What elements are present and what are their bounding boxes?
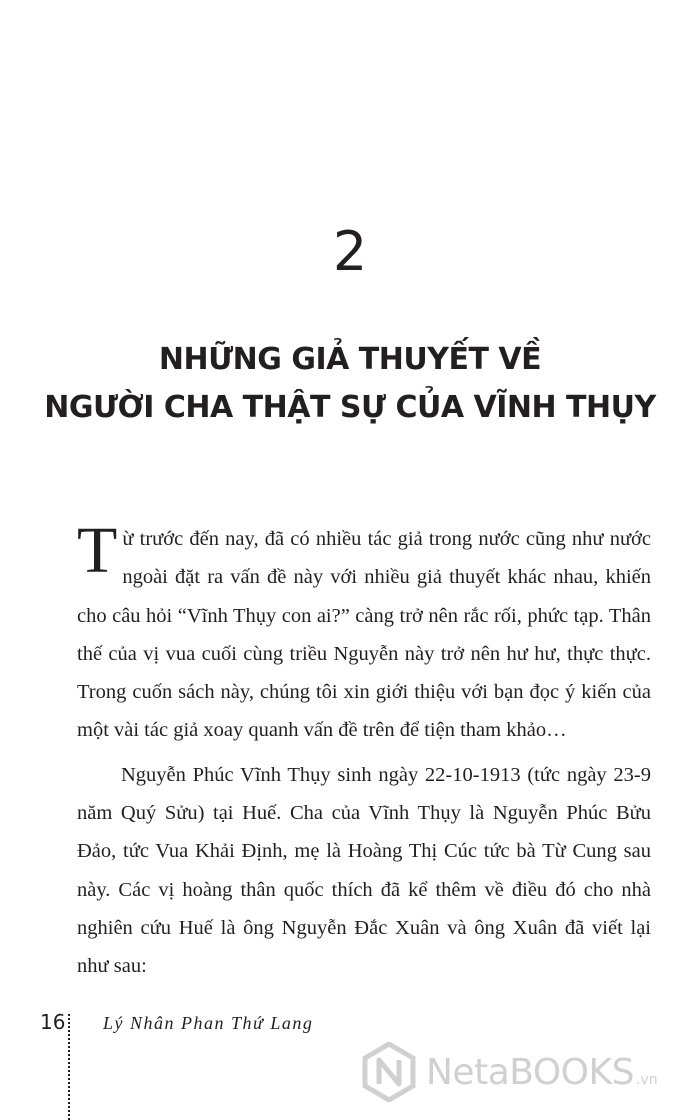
page-number: 16 [40,1010,66,1034]
chapter-number: 2 [332,220,368,283]
watermark [362,1042,658,1102]
paragraph-2: Nguyễn Phúc Vĩnh Thụy sinh ngày 22-10-1913 (tức ngày 23-9 năm Quý Sửu) tại Huế. Cha của Vĩnh Thụy là Nguyễn Phúc Bửu Đảo, tức Vua Khải Định, mẹ là Hoàng Thị Cúc tức bà Từ Cung sau này. Các vị hoàng thân quốc thích đã kể thêm về điều đó cho nhà nghiên cứu Huế là ông Nguyễn Đắc Xuân và ông Xuân đã viết lại như sau: [77,763,651,978]
footer-dotted-rule [68,1014,70,1120]
paragraph-1-text: ừ trước đến nay, đã có nhiều tác giả trong nước cũng như nước ngoài đặt ra vấn đề này với nhiều giả thuyết khác nhau, khiến cho câu hỏi “Vĩnh Thụy con ai?” càng trở nên rắc rối, phức tạp. Thân thế của vị vua cuối cùng triều Nguyễn này trở nên hư hư, thực thực. Trong cuốn sách này, chúng tôi xin giới thiệu với bạn đọc ý kiến của một vài tác giả xoay quanh vấn đề trên để tiện tham khảo… [77,528,651,742]
chapter-title [0,336,700,432]
paragraph-1 [77,514,651,750]
drop-cap: T [77,514,118,587]
chapter-title-line-2: NGƯỜI CHA THẬT SỰ CỦA VĨNH THỤY [44,390,656,425]
body-text [77,514,651,986]
chapter-title-line-1: NHỮNG GIẢ THUYẾT VỀ [158,342,542,377]
netabooks-logo-icon [362,1042,416,1102]
watermark-brand: NetaBOOKS [426,1051,634,1093]
watermark-domain: .vn [635,1072,658,1088]
running-footer-author: Lý Nhân Phan Thứ Lang [103,1013,314,1033]
